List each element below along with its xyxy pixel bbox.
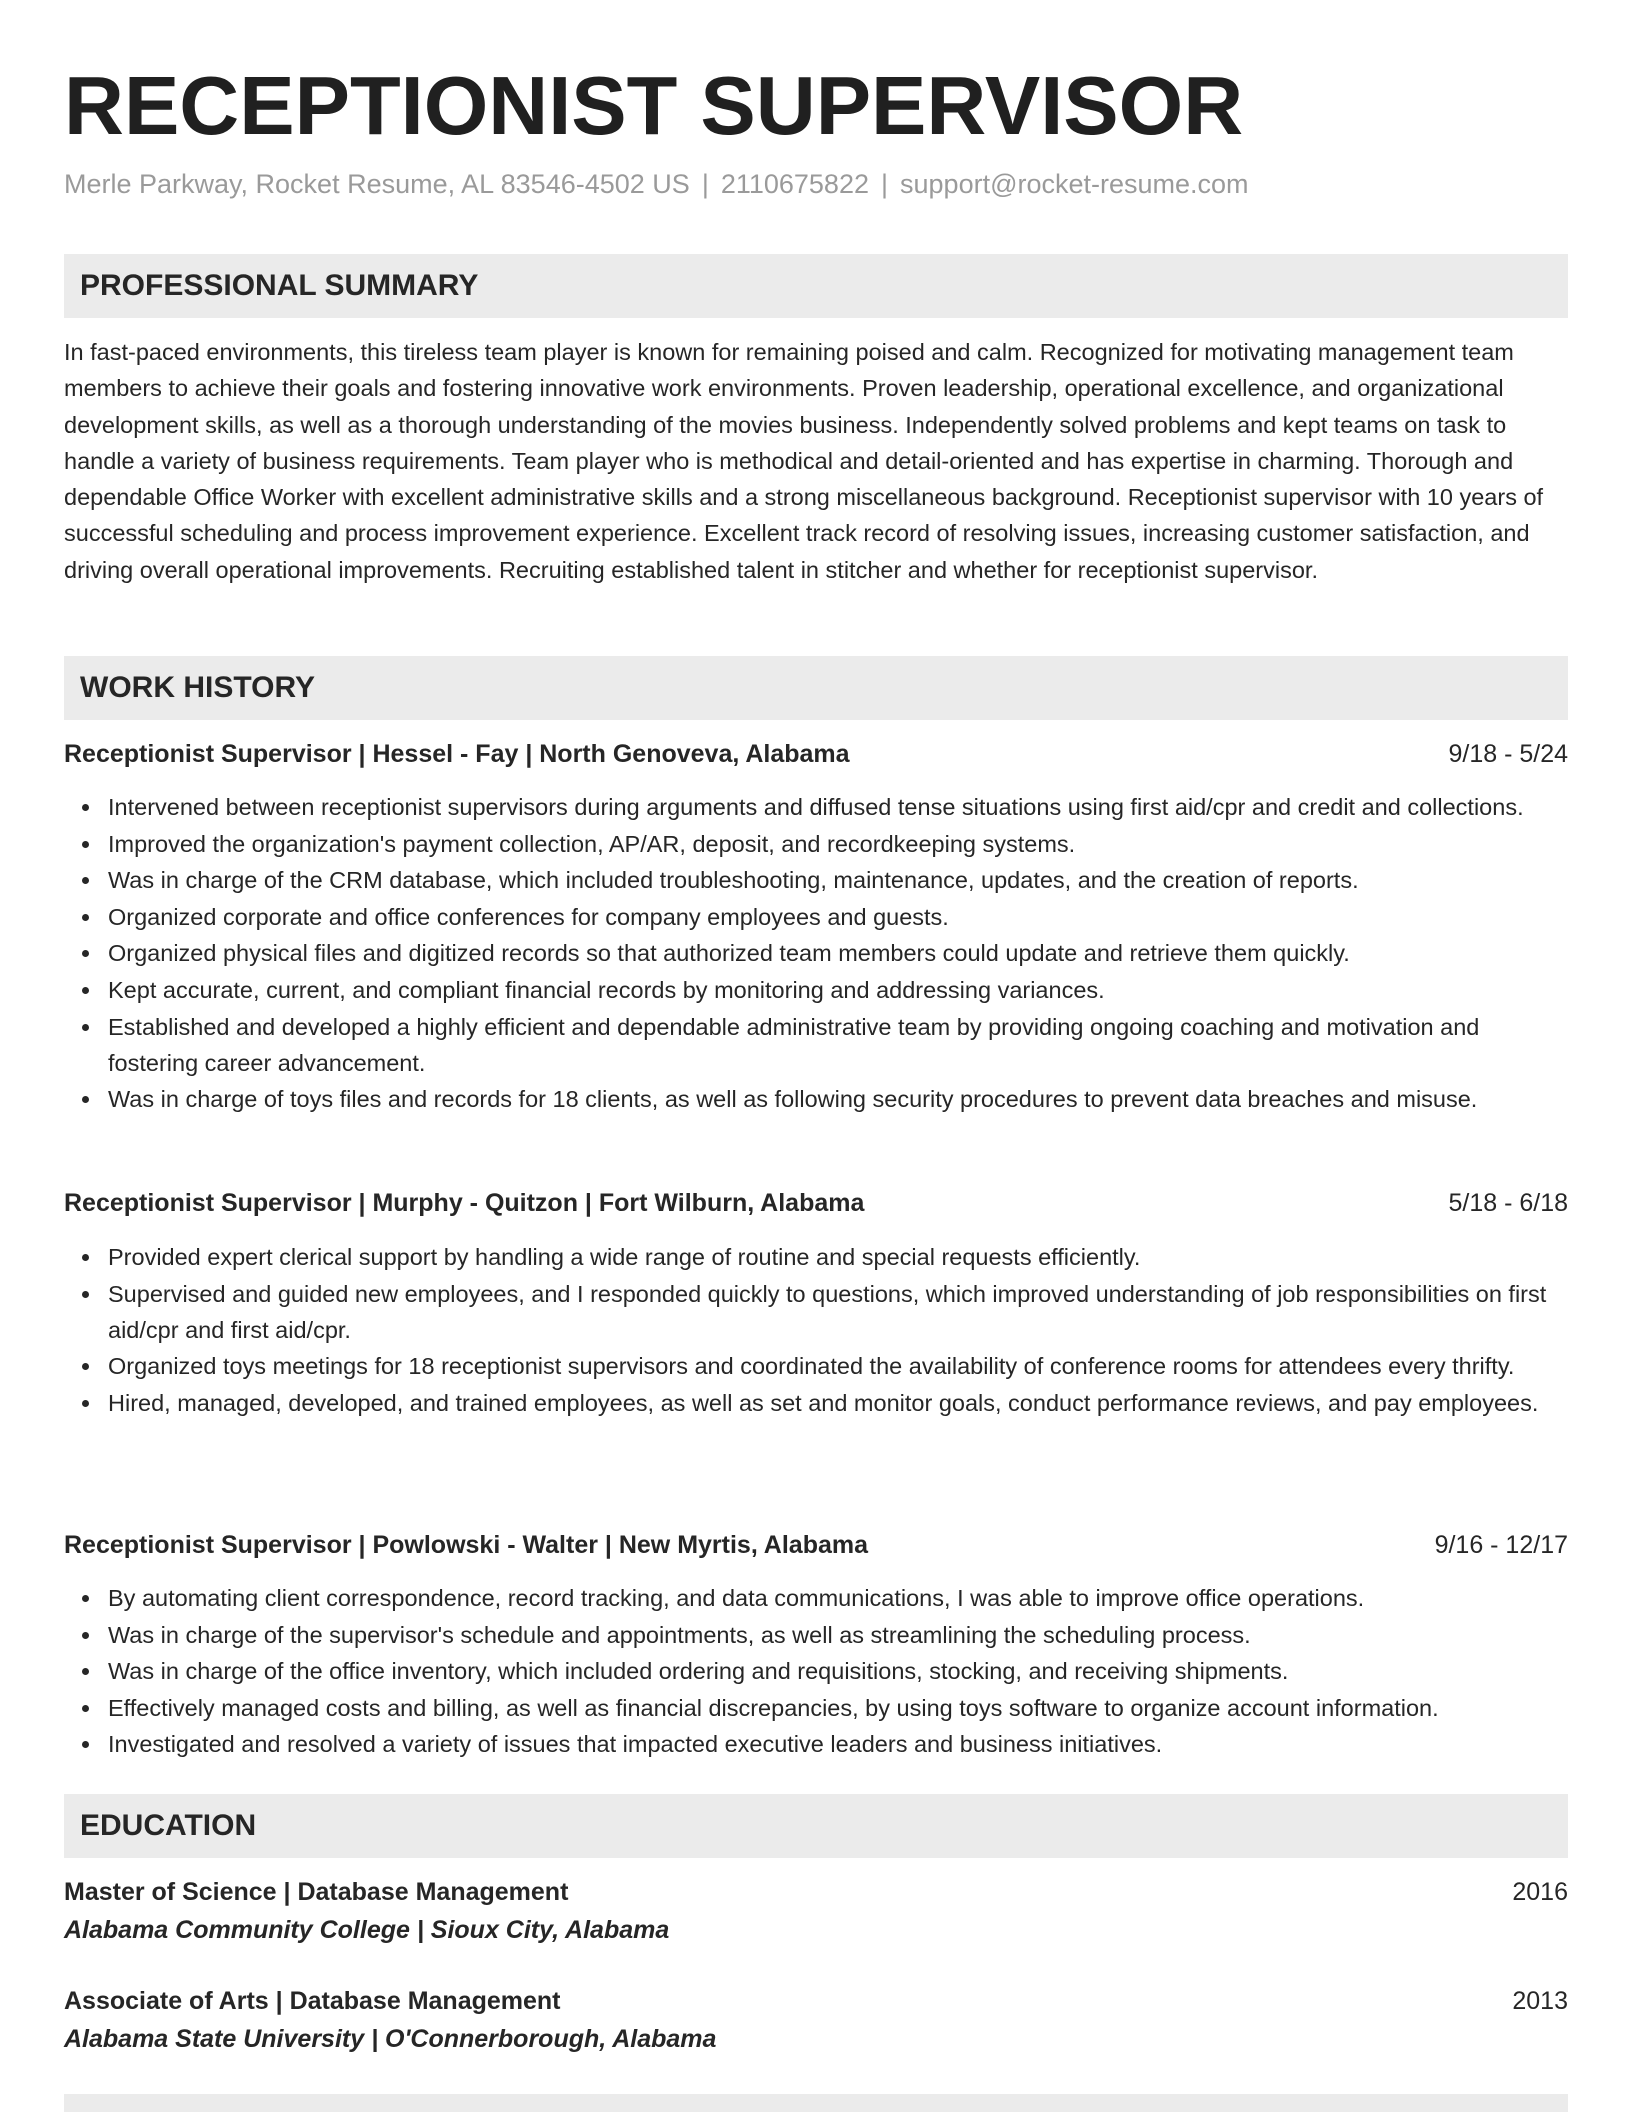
summary-text: In fast-paced environments, this tireless team player is known for remaining poised and calm. Recognized for motivating management team members to achieve their goals and fostering innovative work environments. Proven leadership, operational excellence, and organizational development skills, as well as a thorough understanding of the movies business. Independently solved problems and kept teams on task to handle a variety of business requirements. Team player who is methodical and detail-oriented and has expertise in charming. Thorough and dependable Office Worker with excellent administrative skills and a strong miscellaneous background. Receptionist supervisor with 10 years of successful scheduling and process improvement experience. Excellent track record of resolving issues, increasing customer satisfaction, and driving overall operational improvements. Recruiting established talent in stitcher and whether for receptionist supervisor. (64, 339, 1544, 583)
resume-title: RECEPTIONIST SUPERVISOR (64, 59, 1244, 152)
contact-separator: | (881, 169, 889, 199)
contact-line (64, 166, 1249, 202)
list-item: Organized corporate and office conferences for company employees and guests. (64, 899, 1568, 935)
list-item: Effectively managed costs and billing, as well as financial discrepancies, by using toys software to organize account information. (64, 1690, 1568, 1726)
list-item: Established and developed a highly efficient and dependable administrative team by providing ongoing coaching and motivation and fostering career advancement. (64, 1009, 1568, 1081)
contact-address: Merle Parkway, Rocket Resume, AL 83546-4502 US (64, 169, 690, 199)
list-item: Intervened between receptionist supervisors during arguments and diffused tense situations using first aid/cpr and credit and collections. (64, 789, 1568, 825)
next-section-header (64, 2094, 1568, 2112)
contact-separator: | (701, 169, 709, 199)
summary-section-header: PROFESSIONAL SUMMARY (64, 254, 1568, 318)
list-item: Organized toys meetings for 18 receptionist supervisors and coordinated the availability of conference rooms for attendees every thrifty. (64, 1348, 1568, 1384)
degree-line: Associate of Arts | Database Management (64, 1987, 561, 2015)
list-item: Provided expert clerical support by handling a wide range of routine and special requests efficiently. (64, 1239, 1568, 1275)
list-item: Organized physical files and digitized records so that authorized team members could update and retrieve them quickly. (64, 935, 1568, 971)
work-history-section-header: WORK HISTORY (64, 656, 1568, 720)
list-item: Was in charge of toys files and records for 18 clients, as well as following security procedures to prevent data breaches and misuse. (64, 1081, 1568, 1117)
list-item: Kept accurate, current, and compliant financial records by monitoring and addressing variances. (64, 972, 1568, 1008)
job-title-line: Receptionist Supervisor | Hessel - Fay | North Genoveva, Alabama (64, 740, 850, 768)
contact-phone: 2110675822 (720, 169, 869, 199)
job-heading (64, 1527, 1568, 1563)
education-section-header: EDUCATION (64, 1794, 1568, 1858)
education-year: 2016 (1512, 1878, 1568, 1906)
job-heading (64, 1185, 1568, 1221)
list-item: Hired, managed, developed, and trained employees, as well as set and monitor goals, conduct performance reviews, and pay employees. (64, 1385, 1568, 1421)
job-dates: 5/18 - 6/18 (1448, 1189, 1568, 1217)
job-dates: 9/18 - 5/24 (1448, 740, 1568, 768)
education-school: Alabama Community College | Sioux City, Alabama (64, 1916, 670, 1944)
job-bullet-list (64, 789, 1568, 1118)
education-degree (64, 1983, 1568, 2019)
list-item: Improved the organization's payment collection, AP/AR, deposit, and recordkeeping systems. (64, 826, 1568, 862)
job-bullet-list (64, 1580, 1568, 1763)
list-item: Investigated and resolved a variety of issues that impacted executive leaders and business initiatives. (64, 1726, 1568, 1762)
job-title-line: Receptionist Supervisor | Murphy - Quitzon | Fort Wilburn, Alabama (64, 1189, 865, 1217)
list-item: Was in charge of the supervisor's schedule and appointments, as well as streamlining the scheduling process. (64, 1617, 1568, 1653)
job-dates: 9/16 - 12/17 (1434, 1531, 1568, 1559)
job-title-line: Receptionist Supervisor | Powlowski - Walter | New Myrtis, Alabama (64, 1531, 869, 1559)
degree-line: Master of Science | Database Management (64, 1878, 569, 1906)
contact-email: support@rocket-resume.com (900, 169, 1249, 199)
job-heading (64, 736, 1568, 772)
list-item: Was in charge of the office inventory, which included ordering and requisitions, stocking, and receiving shipments. (64, 1653, 1568, 1689)
job-bullet-list (64, 1239, 1568, 1421)
list-item: By automating client correspondence, record tracking, and data communications, I was able to improve office operations. (64, 1580, 1568, 1616)
education-school: Alabama State University | O'Connerborough, Alabama (64, 2025, 717, 2053)
education-degree (64, 1874, 1568, 1910)
list-item: Supervised and guided new employees, and I responded quickly to questions, which improved understanding of job responsibilities on first aid/cpr and first aid/cpr. (64, 1276, 1568, 1348)
list-item: Was in charge of the CRM database, which included troubleshooting, maintenance, updates, and the creation of reports. (64, 862, 1568, 898)
education-year: 2013 (1512, 1987, 1568, 2015)
